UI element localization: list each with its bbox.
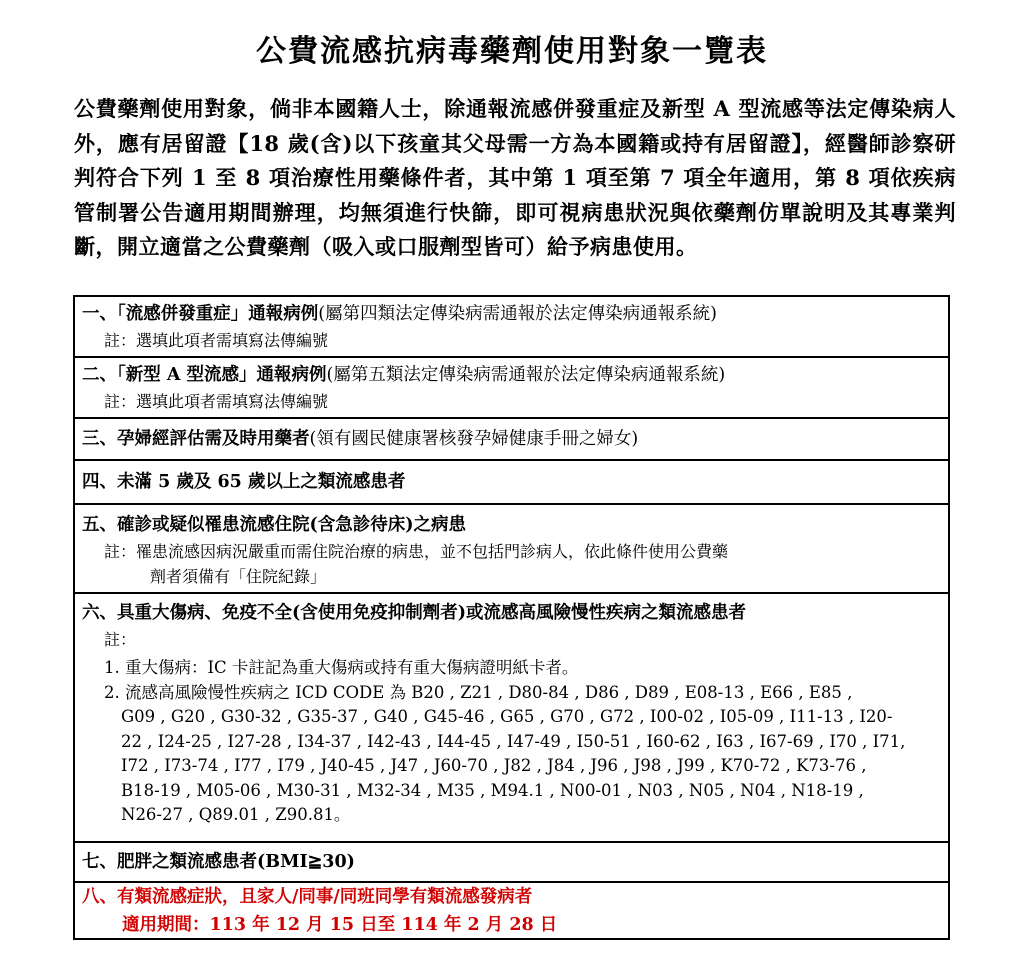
row-heading: 七、肥胖之類流感患者(BMI≧30) (82, 852, 355, 872)
row-description: (領有國民健康署核發孕婦健康手冊之婦女) (309, 429, 639, 449)
row-note: 註：選填此項者需填寫法傳編號 (104, 392, 329, 411)
table-row (75, 461, 948, 505)
row-heading: 六、具重大傷病、免疫不全(含使用免疫抑制劑者)或流感高風險慢性疾病之類流感患者 (82, 603, 747, 623)
row-heading: 三、孕婦經評估需及時用藥者 (82, 429, 310, 449)
row-note (82, 539, 944, 589)
row-note: 註： (104, 630, 137, 649)
row-heading: 五、確診或疑似罹患流感住院(含急診待床)之病患 (82, 515, 467, 535)
table-row (75, 843, 948, 883)
list-item-continuation: I72 , I73-74 , I77 , I79 , J40-45 , J47 , J60-70 , J82 , J84 , J96 , J98 , J99 , K70-72 , K73-76 , (121, 756, 867, 775)
list-item-continuation: G09 , G20 , G30-32 , G35-37 , G40 , G45-46 , G65 , G70 , G72 , I00-02 , I05-09 , I11-13 , I20- (121, 707, 893, 726)
row-heading: 八、有類流感症狀，且家人/同事/同班同學有類流感發病者 (82, 887, 533, 907)
table-row-highlighted (75, 883, 948, 937)
intro-paragraph: 公費藥劑使用對象，倘非本國籍人士，除通報流感併發重症及新型 A 型流感等法定傳染病人外，應有居留證【18 歲(含)以下孩童其父母需一方為本國籍或持有居留證】，經醫師診察研判符合下列 1 至 8 項治療性用藥條件者，其中第 1 項至第 7 項全年適用，第 8 項依疾病管制署公告適用期間辦理，均無須進行快篩，即可視病患狀況與依藥劑仿單說明及其專業判斷，開立適當之公費藥劑（吸入或口服劑型皆可）給予病患使用。 (74, 96, 956, 259)
note-line: 註：罹患流感因病況嚴重而需住院治療的病患，並不包括門診病人，依此條件使用公費藥 (104, 542, 729, 561)
table-row (75, 594, 948, 843)
list-item-continuation: 22 , I24-25 , I27-28 , I34-37 , I42-43 , I44-45 , I47-49 , I50-51 , I60-62 , I63 , I67-69 , I70 , I71, (121, 731, 906, 751)
row-description: (屬第五類法定傳染病需通報於法定傳染病通報系統) (326, 365, 726, 385)
page-title: 公費流感抗病毒藥劑使用對象一覽表 (256, 34, 768, 69)
row-heading: 二、「新型 A 型流感」通報病例 (82, 365, 327, 385)
list-item: 1. 重大傷病：IC 卡註記為重大傷病或持有重大傷病證明紙卡者。 (104, 658, 579, 677)
table-row (75, 505, 948, 594)
row-heading: 四、未滿 5 歲及 65 歲以上之類流感患者 (82, 472, 406, 492)
table-row (75, 419, 948, 461)
note-line: 劑者須備有「住院紀錄」 (150, 567, 327, 586)
list-item: 2. 流感高風險慢性疾病之 ICD CODE 為 B20 , Z21 , D80-84 , D86 , D89 , E08-13 , E66 , E85 , (104, 682, 853, 702)
list-item-continuation: B18-19 , M05-06 , M30-31 , M32-34 , M35 , M94.1 , N00-01 , N03 , N05 , N04 , N18-19 , (121, 780, 864, 800)
eligibility-table (73, 295, 950, 940)
applicable-period: 適用期間：113 年 12 月 15 日至 114 年 2 月 28 日 (122, 915, 558, 935)
table-row (75, 358, 948, 419)
table-row (75, 297, 948, 358)
list-item-continuation: N26-27 , Q89.01 , Z90.81。 (121, 805, 351, 824)
row-note: 註：選填此項者需填寫法傳編號 (104, 331, 329, 350)
row-description: (屬第四類法定傳染病需通報於法定傳染病通報系統) (318, 304, 717, 324)
icd-list (82, 656, 944, 828)
row-heading: 一、「流感併發重症」通報病例 (82, 304, 319, 324)
